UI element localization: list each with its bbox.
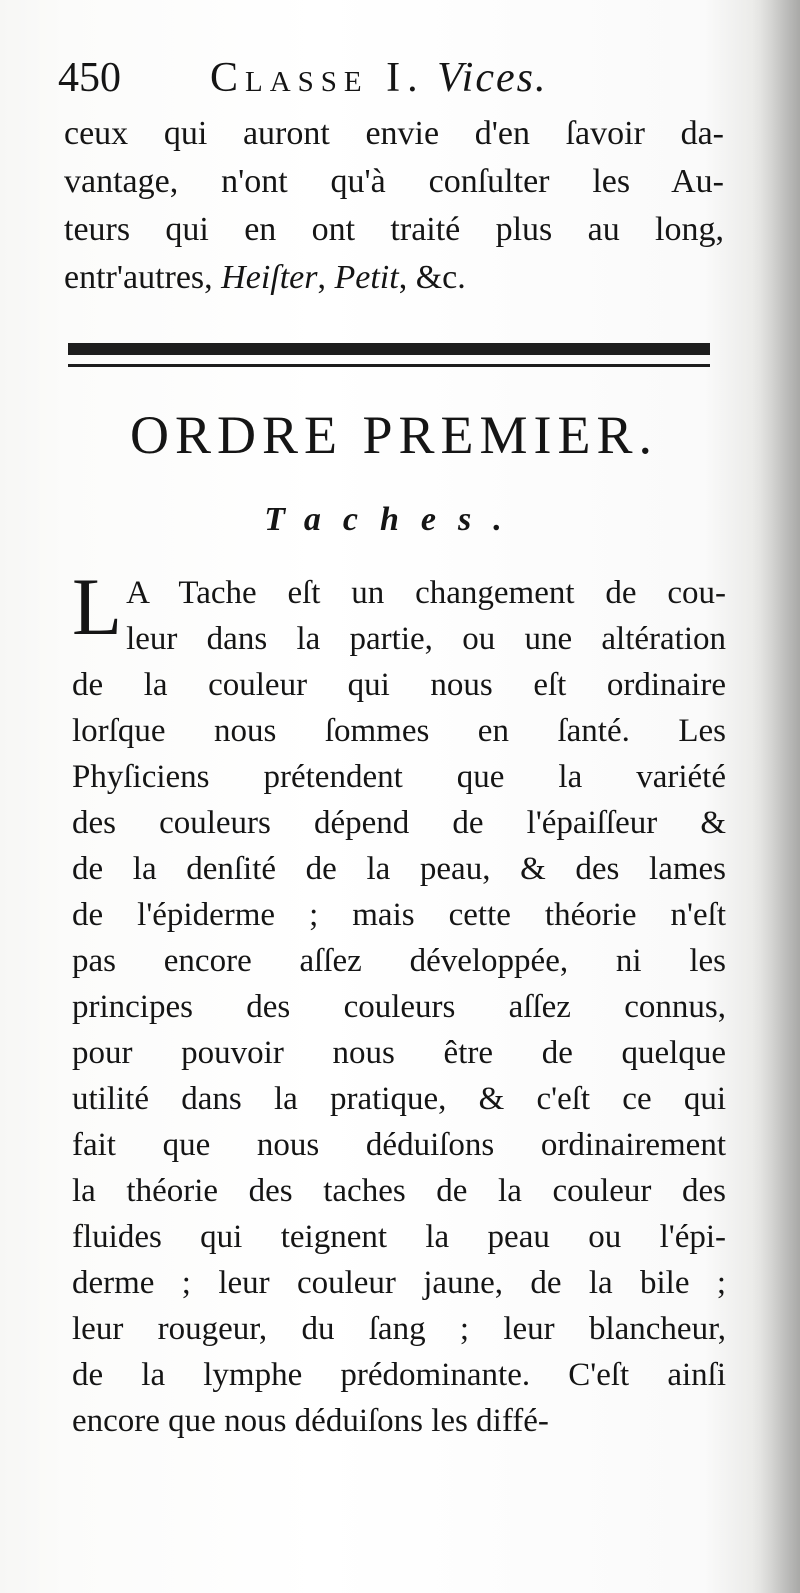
text-line: teurs qui en ont traité plus au long, — [64, 211, 724, 248]
continued-paragraph — [64, 110, 724, 302]
text-line: des couleurs dépend de l'épaiſſeur & — [72, 805, 726, 841]
text-line: encore que nous déduiſons les diffé- — [72, 1403, 549, 1439]
text-line: derme ; leur couleur jaune, de la bile ; — [72, 1265, 726, 1301]
text-line: de la denſité de la peau, & des lames — [72, 851, 726, 887]
text-line: fluides qui teignent la peau ou l'épi- — [72, 1219, 726, 1255]
running-head — [210, 48, 547, 108]
text-line: leur dans la partie, ou une altération — [126, 621, 726, 657]
section-title: ORDRE PREMIER. — [129, 405, 659, 465]
page-gutter-shadow — [752, 0, 800, 1593]
text-line: leur rougeur, du ſang ; leur blancheur, — [72, 1311, 726, 1347]
running-head-class: Classe I. — [210, 55, 425, 101]
running-head-subject: Vices. — [437, 55, 548, 101]
author-name: Petit — [334, 259, 399, 296]
drop-cap: L — [72, 561, 123, 652]
text-line: de la lymphe prédominante. C'eſt ainſi — [72, 1357, 726, 1393]
text-line: entr'autres, Heiſter, Petit, &c. — [64, 259, 466, 296]
body-lines — [72, 616, 726, 1444]
text-line: principes des couleurs aſſez connus, — [72, 989, 726, 1025]
page-header — [58, 48, 738, 108]
text-line: fait que nous déduiſons ordinairement — [72, 1127, 726, 1163]
text-line: la théorie des taches de la couleur des — [72, 1173, 726, 1209]
text-line: pas encore aſſez développée, ni les — [72, 943, 726, 979]
text-line: ceux qui auront envie d'en ſavoir da- — [64, 115, 724, 152]
text-line: utilité dans la pratique, & c'eſt ce qui — [72, 1081, 726, 1117]
text-line: Phyſiciens prétendent que la variété — [72, 759, 726, 795]
section-rule-thin — [68, 364, 710, 367]
author-name: Heiſter — [221, 259, 318, 296]
text-line: vantage, n'ont qu'à conſulter les Au- — [64, 163, 724, 200]
text-line: pour pouvoir nous être de quelque — [72, 1035, 726, 1071]
text-line: A Tache eſt un changement de cou- — [126, 575, 726, 611]
text-line: de l'épiderme ; mais cette théorie n'eſt — [72, 897, 726, 933]
text-line: de la couleur qui nous eſt ordinaire — [72, 667, 726, 703]
body-paragraph — [72, 561, 726, 1444]
text-line: lorſque nous ſommes en ſanté. Les — [72, 713, 726, 749]
subheading: Taches. — [264, 501, 524, 538]
section-rule-thick — [68, 343, 710, 355]
page-number: 450 — [58, 55, 121, 101]
